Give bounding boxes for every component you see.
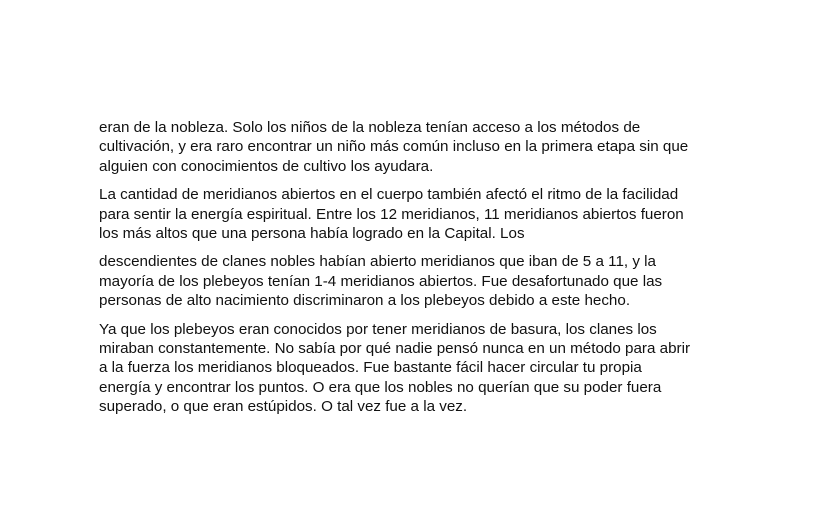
paragraph-spacer: [99, 243, 749, 252]
text-line: para sentir la energía espiritual. Entre los 12 meridianos, 11 meridianos abiertos fueron: [99, 205, 684, 223]
paragraph-spacer: [99, 311, 749, 320]
paragraph-4: [99, 320, 749, 417]
text-line: personas de alto nacimiento discriminaron a los plebeyos debido a este hecho.: [99, 292, 631, 310]
text-line: a la fuerza los meridianos bloqueados. Fue bastante fácil hacer circular tu propia: [99, 359, 642, 377]
text-line: alguien con conocimientos de cultivo los ayudara.: [99, 157, 434, 175]
text-line: cultivación, y era raro encontrar un niño más común incluso en la primera etapa sin que: [99, 138, 689, 156]
text-line: mayoría de los plebeyos tenían 1-4 meridianos abiertos. Fue desafortunado que las: [99, 272, 663, 290]
document-body: [99, 118, 749, 417]
text-line: descendientes de clanes nobles habían abierto meridianos que iban de 5 a 11, y la: [99, 253, 656, 271]
text-line: miraban constantemente. No sabía por qué nadie pensó nunca en un método para abrir: [99, 340, 691, 358]
text-line: los más altos que una persona había logrado en la Capital. Los: [99, 225, 525, 243]
text-line: energía y encontrar los puntos. O era que los nobles no querían que su poder fuera: [99, 378, 662, 396]
text-line: La cantidad de meridianos abiertos en el cuerpo también afectó el ritmo de la facilidad: [99, 186, 679, 204]
text-line: eran de la nobleza. Solo los niños de la nobleza tenían acceso a los métodos de: [99, 119, 641, 136]
paragraph-3: [99, 252, 749, 310]
paragraph-spacer: [99, 176, 749, 185]
text-line: Ya que los plebeyos eran conocidos por tener meridianos de basura, los clanes los: [99, 320, 657, 338]
text-line: superado, o que eran estúpidos. O tal vez fue a la vez.: [99, 398, 468, 416]
paragraph-2: [99, 185, 749, 243]
paragraph-1: [99, 118, 749, 176]
